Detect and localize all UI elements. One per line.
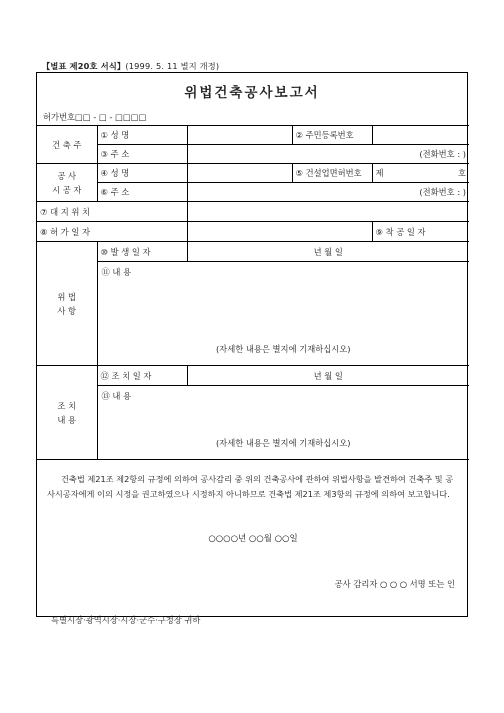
violation-label: 위 법 사 항 bbox=[37, 242, 97, 366]
report-date: ○○○○년 ○○월 ○○일 bbox=[208, 534, 298, 544]
report-form bbox=[36, 72, 468, 625]
declaration-text: 건축법 제21조 제2항의 규정에 의하여 공사감리 중 위의 건축공사에 관하여 위법사항을 발견하여 건축주 및 공사시공자에게 이의 시정을 권고하였으나 시정하지 아니하므로 건축법 제21조 제3항의 규정에 의하여 보고합니다. bbox=[47, 474, 454, 499]
action-content-label: ⑬ 내 용 bbox=[101, 391, 132, 401]
violation-content-field[interactable] bbox=[97, 262, 469, 366]
permit-number: 허가번호□□ - □ - □□□□ bbox=[43, 112, 147, 122]
form-table bbox=[37, 125, 469, 630]
start-date-label: ⑨ 착 공 일 자 bbox=[372, 222, 469, 242]
owner-addr-label: ③ 주 소 bbox=[97, 145, 187, 164]
contractor-license-label: ⑤ 건설업면허번호 bbox=[292, 164, 372, 183]
owner-addr-field[interactable] bbox=[187, 145, 469, 164]
contractor-addr-label: ⑥ 주 소 bbox=[97, 183, 187, 202]
owner-reg-label: ② 주민등록번호 bbox=[292, 126, 372, 145]
contractor-addr-field[interactable] bbox=[187, 183, 469, 202]
violation-note: (자세한 내용은 별지에 기재하십시오) bbox=[215, 344, 351, 354]
addressee: 특별시장·광역시장·시장·군수·구청장 귀하 bbox=[51, 615, 201, 625]
owner-name-field[interactable] bbox=[187, 126, 292, 145]
site-location-field[interactable] bbox=[187, 202, 469, 222]
contractor-name-field[interactable] bbox=[187, 164, 292, 183]
violation-date-field[interactable]: 년 월 일 bbox=[187, 242, 469, 262]
form-title: 위법건축공사보고서 bbox=[184, 85, 320, 101]
action-date-field[interactable]: 년 월 일 bbox=[187, 366, 469, 386]
form-number: 【별표 제20호 서식】 bbox=[42, 61, 126, 71]
permit-date-field[interactable] bbox=[187, 222, 372, 242]
action-content-field[interactable] bbox=[97, 386, 469, 460]
action-label: 조 치 내 용 bbox=[37, 366, 97, 460]
action-note: (자세한 내용은 별지에 기재하십시오) bbox=[215, 438, 351, 448]
owner-name-label: ① 성 명 bbox=[97, 126, 187, 145]
owner-reg-field[interactable] bbox=[372, 126, 469, 145]
contractor-phone: (전화번호 : ) bbox=[419, 187, 466, 197]
supervisor-signature[interactable]: 공사 감리자 ○ ○ ○ 서명 또는 인 bbox=[334, 579, 455, 589]
contractor-label: 공 사 시 공 자 bbox=[37, 164, 97, 202]
form-reference bbox=[42, 61, 219, 72]
owner-label: 건 축 주 bbox=[37, 126, 97, 164]
violation-content-label: ⑪ 내 용 bbox=[101, 267, 132, 277]
contractor-license-field[interactable]: 제 호 bbox=[372, 164, 469, 183]
form-revision: (1999. 5. 11 별지 개정) bbox=[125, 61, 220, 71]
owner-phone: (전화번호 : ) bbox=[419, 149, 466, 159]
permit-date-label: ⑧ 허 가 일 자 bbox=[37, 222, 187, 242]
declaration-section bbox=[37, 460, 469, 630]
contractor-name-label: ④ 성 명 bbox=[97, 164, 187, 183]
action-date-label: ⑫ 조 치 일 자 bbox=[97, 366, 187, 386]
violation-date-label: ⑩ 발 생 일 자 bbox=[97, 242, 187, 262]
site-location-label: ⑦ 대 지 위 치 bbox=[37, 202, 187, 222]
